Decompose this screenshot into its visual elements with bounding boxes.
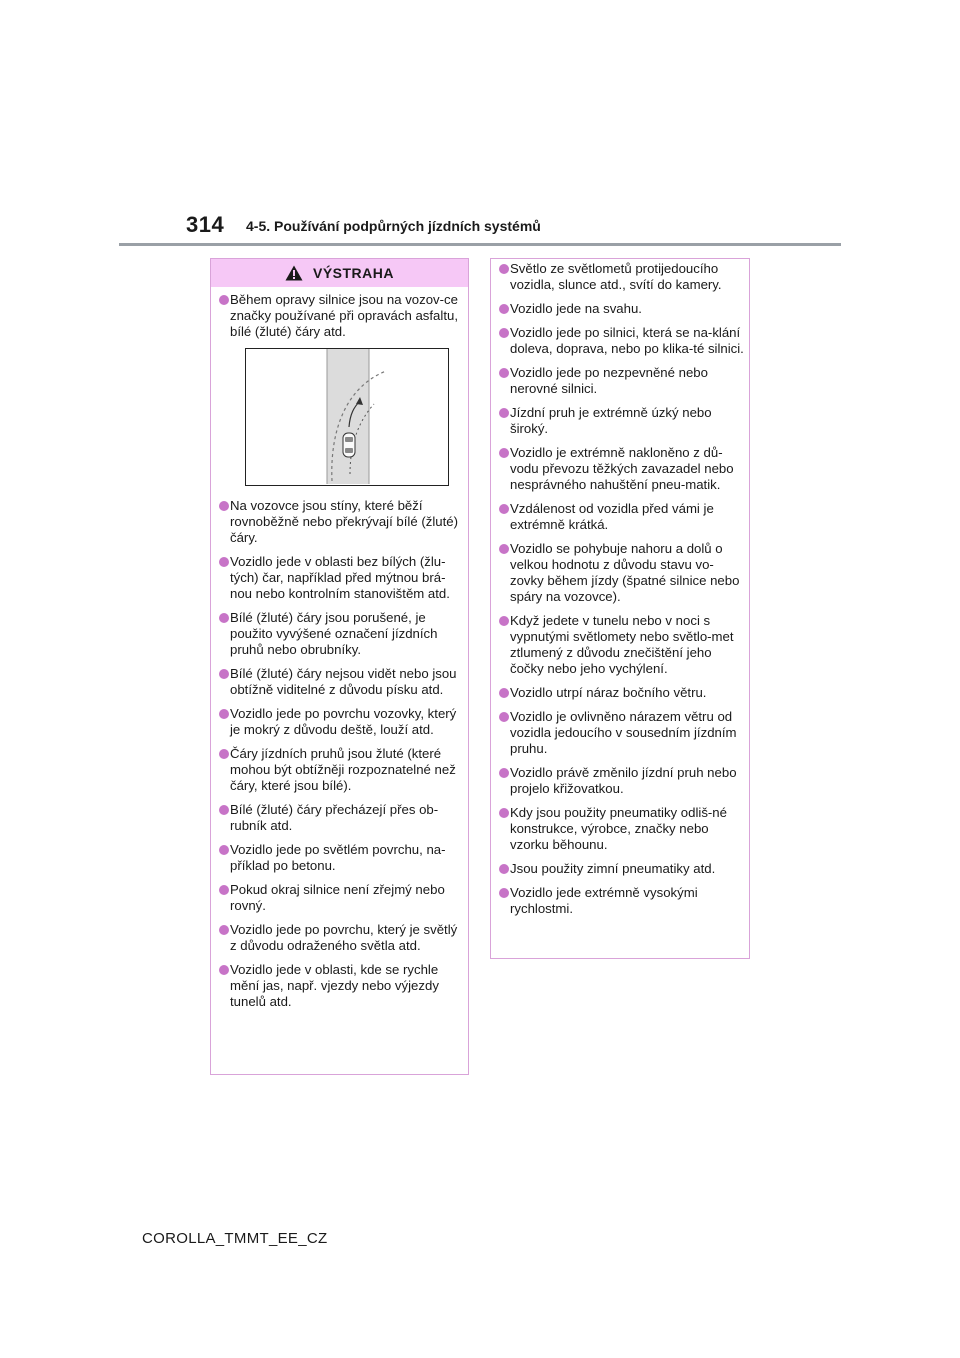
bullet-dot-icon [499,544,509,554]
list-item [499,261,745,293]
list-item [499,861,745,877]
list-item [219,962,464,1010]
warning-header [211,259,468,287]
list-item [499,765,745,797]
bullet-dot-icon [499,448,509,458]
list-item [219,882,464,914]
bullet-dot-icon [219,669,229,679]
list-item [219,610,464,658]
list-item [499,613,745,677]
list-item [499,501,745,533]
list-item [499,325,745,357]
bullet-dot-icon [499,768,509,778]
bullet-dot-icon [219,885,229,895]
list-item-text: Vozidlo je ovlivněno nárazem větru od vozidla jedoucího v sousedním jízdním pruhu. [510,709,737,756]
bullet-dot-icon [499,864,509,874]
bullet-dot-icon [499,368,509,378]
list-item [499,709,745,757]
header-rule [119,243,841,246]
list-item-text: Kdy jsou použity pneumatiky odliš-né konstrukce, výrobce, značky nebo vzorku běhounu. [510,805,727,852]
bullet-dot-icon [219,709,229,719]
list-item-text: Vozidlo jede extrémně vysokými rychlostmi. [510,885,698,916]
list-item-text: Vozidlo se pohybuje nahoru a dolů o velkou hodnotu z důvodu stavu vo-zovky během jízdy (špatné silnice nebo spáry na vozovce). [510,541,740,604]
bullet-dot-icon [499,264,509,274]
list-item-text: Vzdálenost od vozidla před vámi je extrémně krátká. [510,501,714,532]
bullet-dot-icon [499,616,509,626]
list-item [499,301,745,317]
list-item-text: Během opravy silnice jsou na vozov-ce značky používané při opravách asfaltu, bílé (žluté) čáry atd. [230,292,458,339]
bullet-dot-icon [219,965,229,975]
list-item-text: Vozidlo jede po silnici, která se na-klání doleva, doprava, nebo po klika-té silnici. [510,325,744,356]
list-item-text: Vozidlo jede po povrchu, který je světlý z důvodu odraženého světla atd. [230,922,458,953]
list-item-text: Jízdní pruh je extrémně úzký nebo široký. [510,405,712,436]
list-item [499,541,745,605]
list-item-text: Vozidlo jede v oblasti bez bílých (žlu-tých) čar, například před mýtnou brá-nou nebo kontrolním stanovištěm atd. [230,554,450,601]
list-item [219,922,464,954]
list-item [219,498,464,546]
list-item-text: Bílé (žluté) čáry nejsou vidět nebo jsou obtížně viditelné z důvodu písku atd. [230,666,457,697]
warning-triangle-icon [285,265,303,281]
list-item [499,445,745,493]
road-lane-illustration [245,348,449,486]
list-item-text: Vozidlo jede po nezpevněné nebo nerovné silnici. [510,365,708,396]
bullet-dot-icon [219,749,229,759]
list-item [219,842,464,874]
bullet-dot-icon [499,504,509,514]
list-item-text: Vozidlo právě změnilo jízdní pruh nebo projelo křižovatkou. [510,765,737,796]
list-item-text: Vozidlo jede po světlém povrchu, na-příklad po betonu. [230,842,446,873]
list-item-text: Vozidlo je extrémně nakloněno z dů-vodu převozu těžkých zavazadel nebo nesprávného nahuštění pneu-matik. [510,445,734,492]
warning-title: VÝSTRAHA [312,265,394,281]
list-item [219,554,464,602]
list-item-text: Pokud okraj silnice není zřejmý nebo rovný. [230,882,445,913]
list-item [219,802,464,834]
list-item [499,365,745,397]
bullet-dot-icon [499,408,509,418]
footer-model-code: COROLLA_TMMT_EE_CZ [142,1230,328,1247]
bullet-dot-icon [219,845,229,855]
warning-list-right [491,259,749,917]
list-item-text: Čáry jízdních pruhů jsou žluté (které mohou být obtížněji rozpoznatelné než čáry, které jsou bílé). [230,746,456,793]
bullet-dot-icon [499,712,509,722]
list-item-text: Vozidlo utrpí náraz bočního větru. [510,685,707,700]
list-item-text: Bílé (žluté) čáry přecházejí přes ob-rubník atd. [230,802,439,833]
bullet-dot-icon [499,808,509,818]
bullet-dot-icon [219,613,229,623]
list-item-text: Bílé (žluté) čáry jsou porušené, je použito vyvýšené označení jízdních pruhů nebo obrubníky. [230,610,438,657]
bullet-dot-icon [219,805,229,815]
list-item-text: Na vozovce jsou stíny, které běží rovnoběžně nebo překrývají bílé (žluté) čáry. [230,498,458,545]
warning-box-left [210,258,469,1075]
warning-items-right [499,261,745,917]
page-number: 314 [186,212,225,237]
bullet-dot-icon [499,688,509,698]
list-item [219,746,464,794]
bullet-dot-icon [219,925,229,935]
section-title: 4-5. Používání podpůrných jízdních systémů [246,218,541,234]
road-lane-drawing [246,349,447,484]
list-item [499,885,745,917]
warning-list-left [211,287,468,1010]
list-item [499,685,745,701]
list-item [219,666,464,698]
list-item-text: Vozidlo jede na svahu. [510,301,642,316]
list-item [219,292,464,340]
list-item-text: Vozidlo jede po povrchu vozovky, který je mokrý z důvodu deště, louží atd. [230,706,457,737]
list-item-text: Když jedete v tunelu nebo v noci s vypnutými světlomety nebo světlo-met ztlumený z důvodu znečištění jeho čočky nebo jeho vychýlení. [510,613,734,676]
list-item-text: Vozidlo jede v oblasti, kde se rychle mění jas, např. vjezdy nebo výjezdy tunelů atd. [230,962,439,1009]
warning-items-left [219,498,464,1010]
list-item [219,706,464,738]
list-item-text: Světlo ze světlometů protijedoucího vozidla, slunce atd., svítí do kamery. [510,261,722,292]
list-item-text: Jsou použity zimní pneumatiky atd. [510,861,716,876]
bullet-dot-icon [499,328,509,338]
bullet-dot-icon [499,888,509,898]
warning-box-right [490,258,750,959]
bullet-dot-icon [219,557,229,567]
bullet-dot-icon [499,304,509,314]
list-item [499,805,745,853]
list-item [499,405,745,437]
bullet-dot-icon [219,295,229,305]
bullet-dot-icon [219,501,229,511]
